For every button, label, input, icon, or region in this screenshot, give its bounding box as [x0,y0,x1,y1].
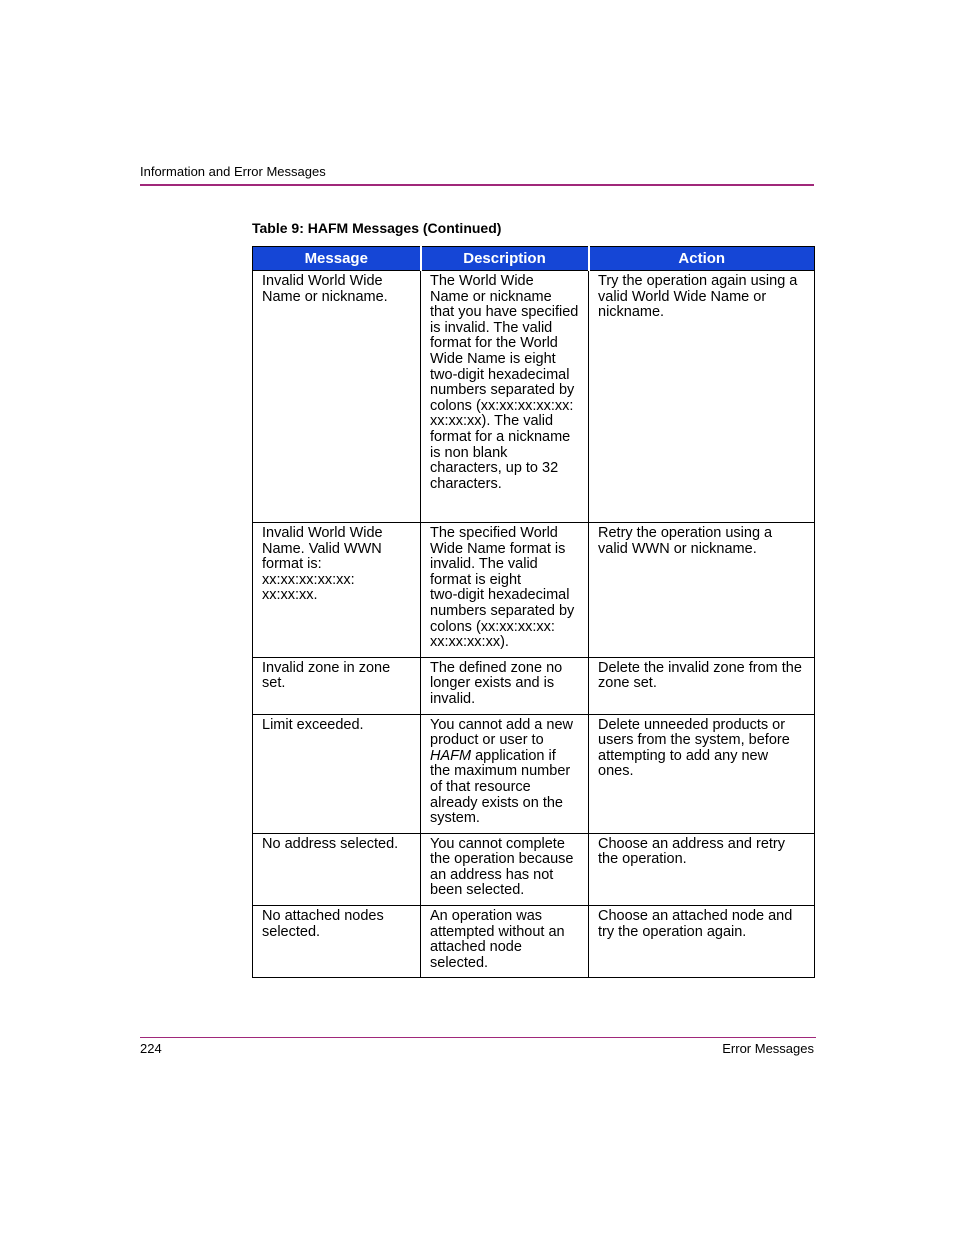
action-text: Try the operation again using a valid World Wide Name or nickname. [598,273,798,321]
action-cell [589,523,815,658]
description-cell [421,714,589,833]
table-row [253,714,815,833]
action-text: Delete unneeded products or users from the system, before attempting to add any new ones. [598,716,790,780]
action-cell [589,833,815,905]
description-cell [421,271,589,523]
description-text: You cannot complete the operation because an address has not been selected. [430,835,574,899]
description-cell [421,657,589,714]
description-cell [421,906,589,978]
description-text [430,718,582,827]
header-rule [140,184,814,186]
table-header-row [253,247,815,271]
message-text: Limit exceeded. [262,716,364,733]
description-cell [421,833,589,905]
action-text: Choose an address and retry the operation. [598,835,785,868]
message-cell [253,714,421,833]
column-header-description: Description [421,247,589,271]
product-name: HAFM [430,747,472,764]
action-text: Choose an attached node and try the operation again. [598,908,793,940]
message-cell [253,523,421,658]
action-cell [589,657,815,714]
description-text: The World Wide Name or nickname that you have specified is invalid. The valid format for the World Wide Name is eight two-digit hexadecimal numbers separated by colons (xx:xx:xx:xx:xx: xx:xx:xx). The valid format for a nickname is non blank characters, up to 32 characters. [430,273,579,492]
column-header-message: Message [253,247,421,271]
message-text: Invalid World Wide Name. Valid WWN format is: xx:xx:xx:xx:xx: xx:xx:xx. [262,525,383,604]
message-cell [253,271,421,523]
table-caption: Table 9: HAFM Messages (Continued) [252,220,502,236]
table-row [253,906,815,978]
action-cell [589,271,815,523]
footer-rule [140,1037,816,1038]
description-text-end: application if the maximum number of that resource already exists on the system. [430,747,571,827]
message-text: Invalid World Wide Name or nickname. [262,273,388,305]
column-header-action: Action [589,247,815,271]
message-text: No address selected. [262,835,399,852]
table-row [253,833,815,905]
description-text: The specified World Wide Name format is invalid. The valid format is eight two-digit hexadecimal numbers separated by colons (xx:xx:xx:xx: xx:xx:xx:xx). [430,525,575,651]
description-text-start: You cannot add a new product or user to [430,716,573,749]
footer-section-name: Error Messages [722,1041,814,1056]
description-cell [421,523,589,658]
action-text: Delete the invalid zone from the zone set. [598,659,802,692]
table-row [253,657,815,714]
table-row [253,523,815,658]
table-row [253,271,815,523]
running-header: Information and Error Messages [140,164,326,179]
message-cell [253,833,421,905]
action-cell [589,714,815,833]
message-text: Invalid zone in zone set. [262,659,391,692]
hafm-messages-table [252,246,815,978]
action-cell [589,906,815,978]
action-text: Retry the operation using a valid WWN or nickname. [598,525,773,557]
message-text: No attached nodes selected. [262,908,384,940]
description-text: The defined zone no longer exists and is invalid. [430,659,563,707]
page-number: 224 [140,1041,162,1056]
message-cell [253,657,421,714]
description-text: An operation was attempted without an attached node selected. [430,908,565,971]
message-cell [253,906,421,978]
